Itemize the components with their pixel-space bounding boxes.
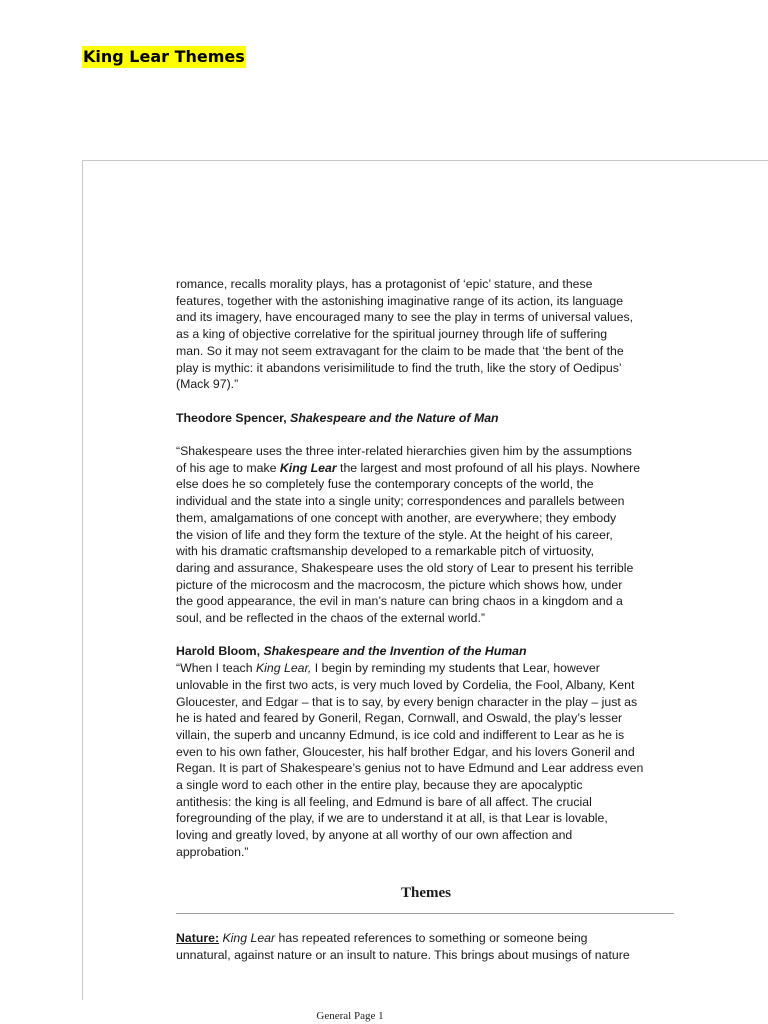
spencer-work-title: Shakespeare and the Nature of Man xyxy=(290,410,499,425)
text-line: of his age to make King Lear the largest and most profound of all his plays. Nowhere xyxy=(176,460,641,475)
text-line: soul, and be reflected in the chaos of the external world.” xyxy=(176,611,485,626)
spencer-quote xyxy=(176,443,676,627)
spencer-author: Theodore Spencer, xyxy=(176,410,291,425)
text-line: unlovable in the first two acts, is very much loved by Cordelia, the Fool, Albany, Kent xyxy=(176,677,635,692)
bloom-quote xyxy=(176,660,676,860)
text-line: picture of the microcosm and the macrocosm, the picture which shows how, under xyxy=(176,577,623,592)
text-line: loving and greatly loved, by anyone at all worthy of our own affection and xyxy=(176,828,573,843)
text-line: the good appearance, the evil in man’s nature can bring chaos in a kingdom and a xyxy=(176,594,623,609)
text-line: play is mythic: it abandons verisimilitude to find the truth, like the story of Oedipus’ xyxy=(176,360,622,375)
king-lear-italic: King Lear, xyxy=(255,661,312,676)
nature-paragraph xyxy=(176,930,676,963)
text-line: villain, the superb and uncanny Edmund, is ice cold and indifferent to Lear as he is xyxy=(176,727,625,742)
text-line: Gloucester, and Edgar – that is to say, by every benign character in the play – just as xyxy=(176,694,638,709)
page-footer: General Page 1 xyxy=(316,1010,384,1022)
text-line: daring and assurance, Shakespeare uses the old story of Lear to present his terrible xyxy=(176,560,634,575)
text-line: man. So it may not seem extravagant for the claim to be made that ‘the bent of the xyxy=(176,343,624,358)
text-line: with his dramatic craftsmanship developed to a remarkable pitch of virtuosity, xyxy=(176,544,595,559)
spencer-heading xyxy=(176,410,676,427)
text-line: “When I teach King Lear, I begin by reminding my students that Lear, however xyxy=(176,661,600,676)
text-line: the vision of life and they form the texture of the style. At the height of his career, xyxy=(176,527,613,542)
text-line: even to his own father, Gloucester, his half brother Edgar, and his lovers Goneril and xyxy=(176,744,635,759)
king-lear-italic: King Lear xyxy=(222,931,276,946)
nature-label: Nature: xyxy=(176,931,220,946)
themes-heading: Themes xyxy=(401,884,451,901)
intro-paragraph xyxy=(176,276,676,393)
text-line: approbation.” xyxy=(176,844,249,859)
text-line: features, together with the astonishing imaginative range of its action, its language xyxy=(176,293,624,308)
text-line: unnatural, against nature or an insult to nature. This brings about musings of nature xyxy=(176,947,630,962)
bloom-work-title: Shakespeare and the Invention of the Human xyxy=(263,644,527,659)
bloom-author: Harold Bloom, xyxy=(176,644,264,659)
king-lear-emphasis: King Lear xyxy=(279,460,337,475)
text-line: as a king of objective correlative for the spiritual journey through life of suffering xyxy=(176,327,608,342)
text-line: romance, recalls morality plays, has a protagonist of ‘epic’ stature, and these xyxy=(176,277,593,291)
text-line: “Shakespeare uses the three inter-related hierarchies given him by the assumptions xyxy=(176,444,632,458)
text-line: and its imagery, have encouraged many to see the play in terms of universal values, xyxy=(176,310,634,325)
text-line: he is hated and feared by Goneril, Regan, Cornwall, and Oswald, the play’s lesser xyxy=(176,711,623,726)
document-page xyxy=(82,160,768,1000)
text-line: foregrounding of the play, if we are to understand it at all, is that Lear is lovable, xyxy=(176,811,608,826)
text-line: a single word to each other in the entire play, because they are apocalyptic xyxy=(176,778,583,793)
document-body xyxy=(176,276,676,964)
text-line: individual and the state into a single unity; correspondences and parallels between xyxy=(176,494,625,509)
text-line: them, amalgamations of one concept with another, are everywhere; they embody xyxy=(176,510,617,525)
text-line: antithesis: the king is all feeling, and Edmund is bare of all affect. The crucial xyxy=(176,794,592,809)
text-line: else does he so completely fuse the contemporary concepts of the world, the xyxy=(176,477,594,492)
bloom-heading xyxy=(176,643,676,660)
text-line: (Mack 97).” xyxy=(176,377,239,392)
page-title: King Lear Themes xyxy=(83,47,245,66)
text-line: Regan. It is part of Shakespeare’s genius not to have Edmund and Lear address even xyxy=(176,761,644,776)
text-line: Nature: King Lear has repeated references to something or someone being xyxy=(176,931,588,946)
